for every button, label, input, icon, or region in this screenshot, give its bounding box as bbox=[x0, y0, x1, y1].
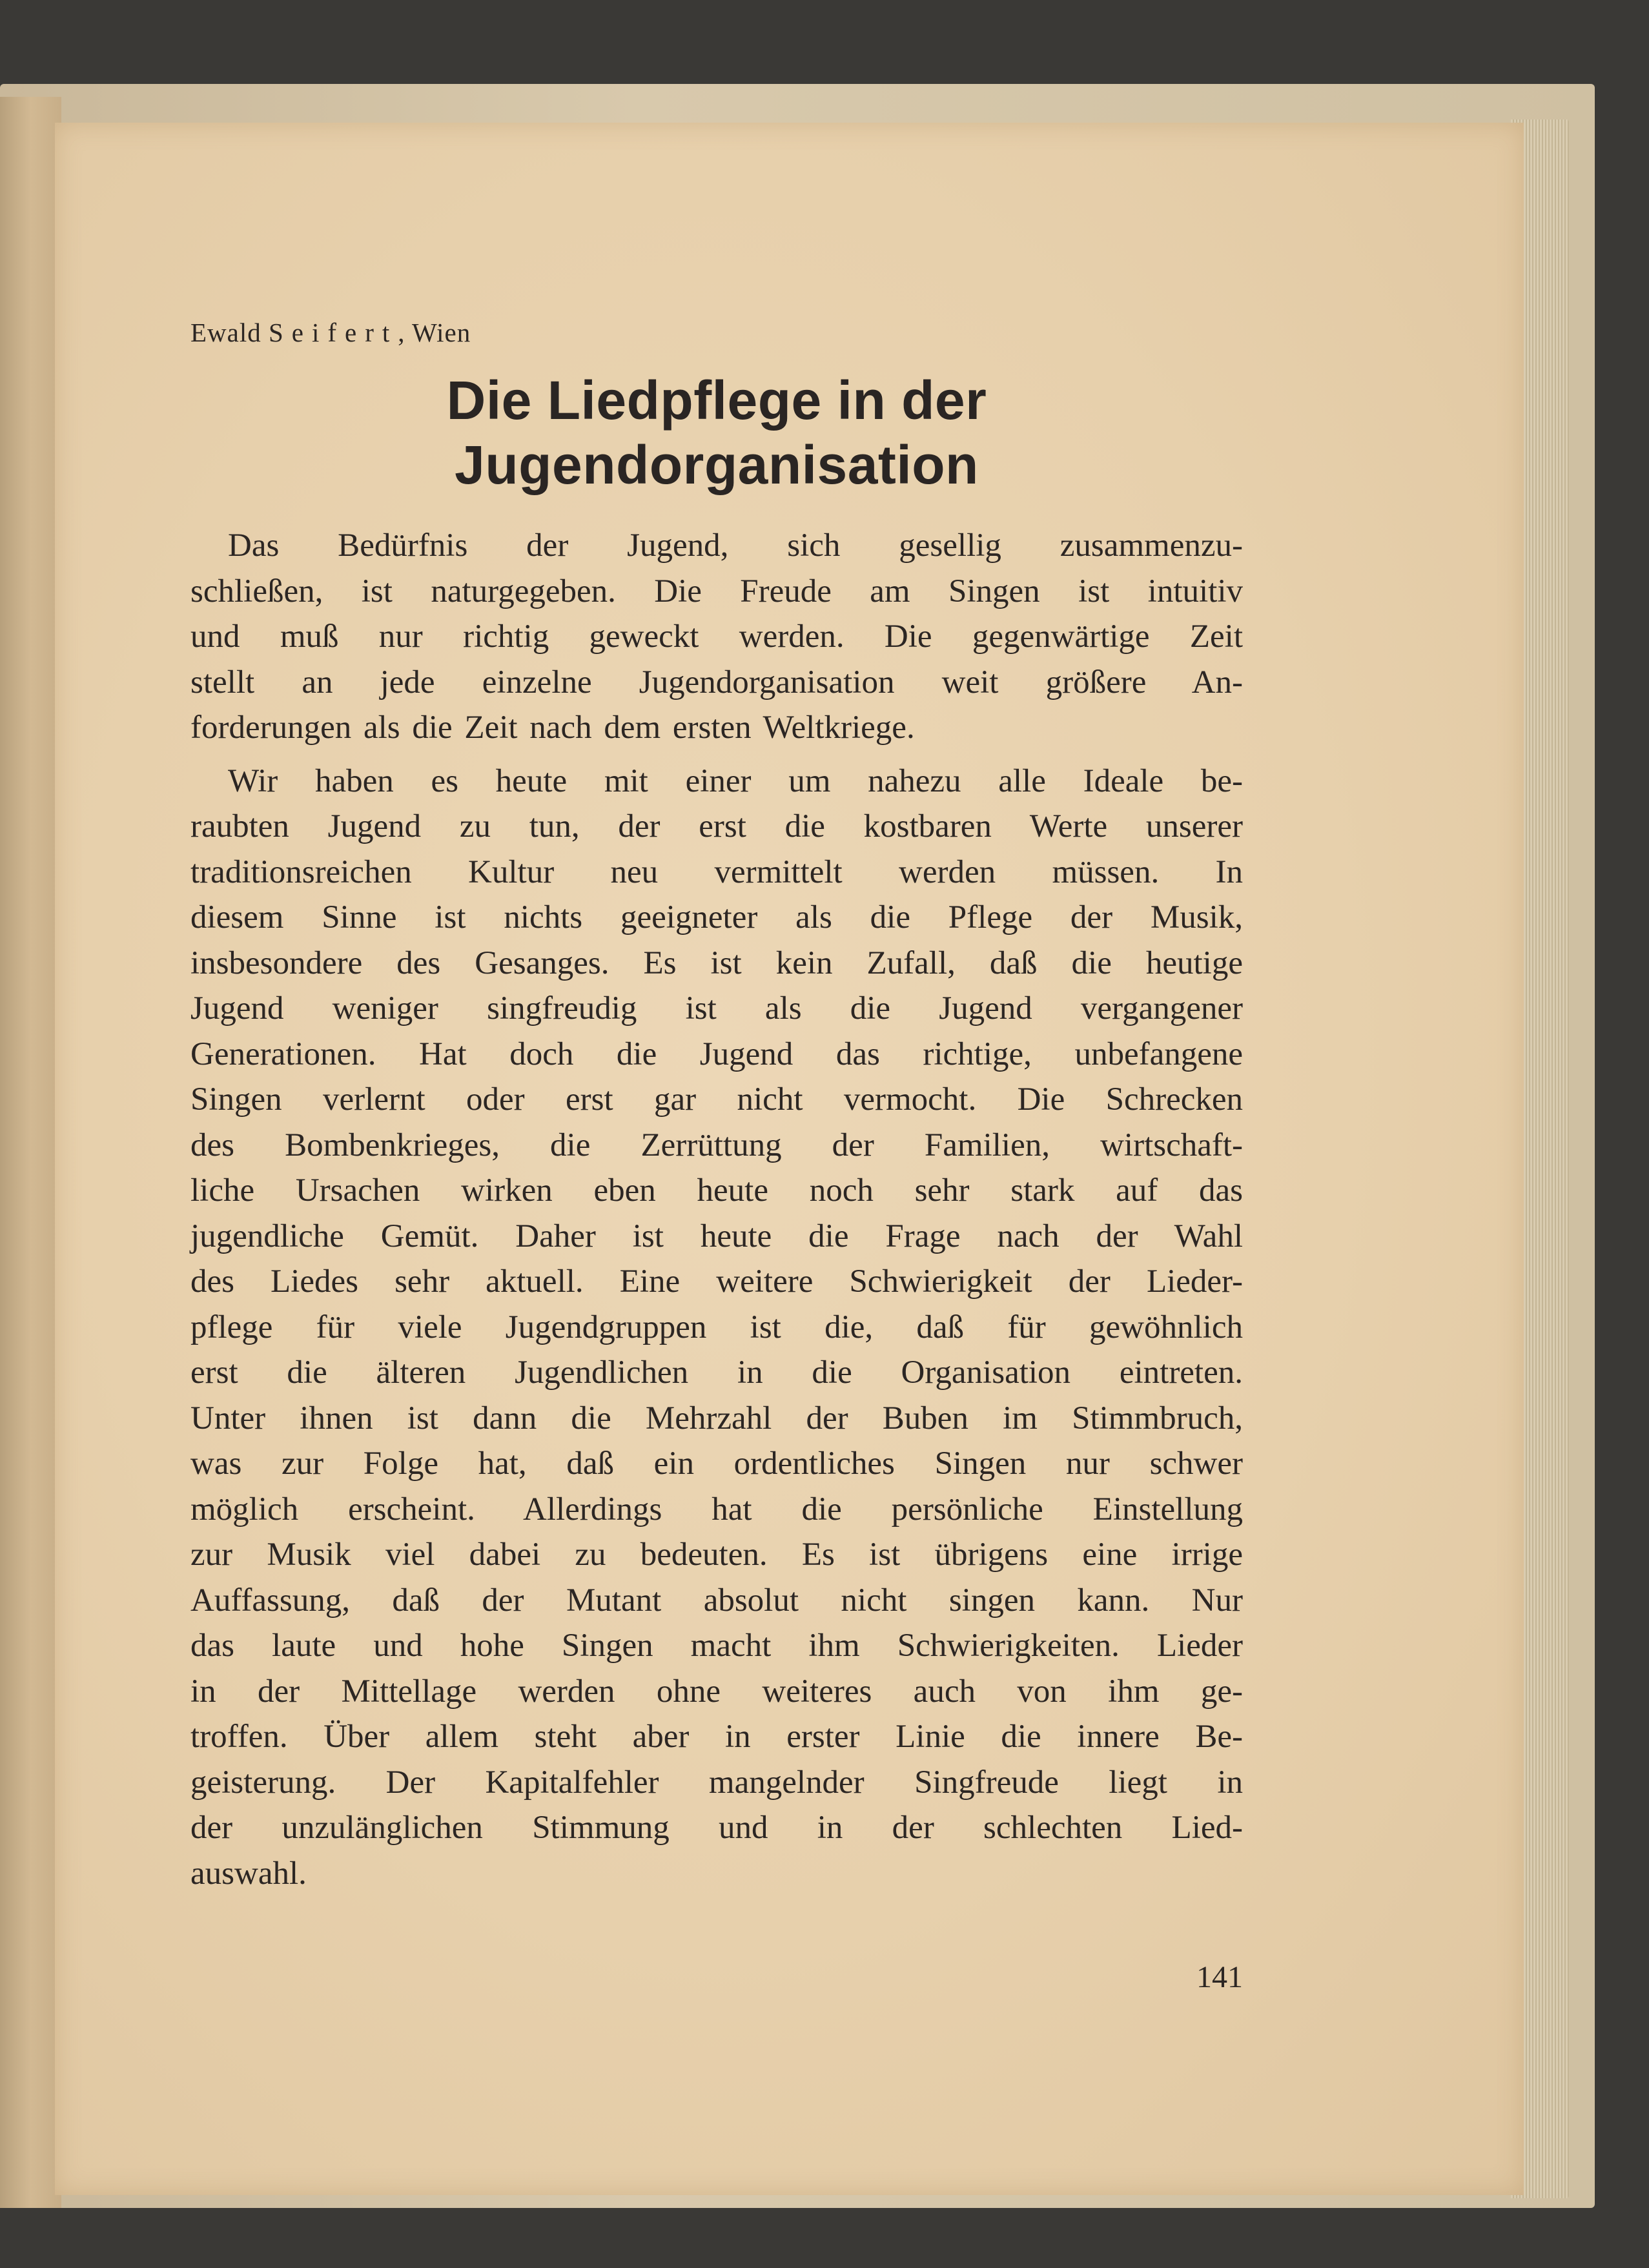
text-line: erst die älteren Jugendlichen in die Organisation eintreten. bbox=[190, 1354, 1243, 1391]
text-line: des Liedes sehr aktuell. Eine weitere Schwierigkeit der Lieder- bbox=[190, 1263, 1243, 1300]
text-line: insbesondere des Gesanges. Es ist kein Zufall, daß die heutige bbox=[190, 945, 1243, 981]
text-line: liche Ursachen wirken eben heute noch sehr stark auf das bbox=[190, 1172, 1243, 1209]
text-line: troffen. Über allem steht aber in erster Linie die innere Be- bbox=[190, 1719, 1243, 1755]
text-line: Wir haben es heute mit einer um nahezu alle Ideale be- bbox=[228, 762, 1243, 799]
text-line: der unzulänglichen Stimmung und in der schlechten Lied- bbox=[190, 1810, 1243, 1846]
text-line: Generationen. Hat doch die Jugend das richtige, unbefangene bbox=[190, 1036, 1243, 1072]
author-location: , Wien bbox=[398, 318, 471, 347]
text-line: jugendliche Gemüt. Daher ist heute die Frage nach der Wahl bbox=[190, 1218, 1243, 1254]
author-line bbox=[190, 316, 1243, 349]
text-line: Singen verlernt oder erst gar nicht vermocht. Die Schrecken bbox=[190, 1081, 1243, 1118]
text-line: das laute und hohe Singen macht ihm Schwierigkeiten. Lieder bbox=[190, 1628, 1243, 1664]
paragraph-1 bbox=[190, 523, 1243, 751]
text-line: geisterung. Der Kapitalfehler mangelnder Singfreude liegt in bbox=[190, 1764, 1243, 1801]
text-line: Jugend weniger singfreudig ist als die Jugend vergangener bbox=[190, 990, 1243, 1027]
text-line: Auffassung, daß der Mutant absolut nicht singen kann. Nur bbox=[190, 1582, 1243, 1619]
text-line: pflege für viele Jugendgruppen ist die, daß für gewöhnlich bbox=[190, 1309, 1243, 1345]
page-number: 141 bbox=[1196, 1960, 1243, 1994]
book-page bbox=[55, 123, 1524, 2195]
text-line: des Bombenkrieges, die Zerrüttung der Familien, wirtschaft- bbox=[190, 1127, 1243, 1163]
text-line: in der Mittellage werden ohne weiteres auch von ihm ge- bbox=[190, 1673, 1243, 1710]
text-line: raubten Jugend zu tun, der erst die kostbaren Werte unserer bbox=[190, 808, 1243, 844]
text-line: was zur Folge hat, daß ein ordentliches Singen nur schwer bbox=[190, 1446, 1243, 1482]
author-first-name: Ewald bbox=[190, 318, 261, 347]
book-spine-edge bbox=[0, 97, 61, 2208]
article bbox=[190, 316, 1243, 1904]
text-line: forderungen als die Zeit nach dem ersten Weltkriege. bbox=[190, 710, 915, 746]
paragraph-2 bbox=[190, 759, 1243, 1897]
text-line: Das Bedürfnis der Jugend, sich gesellig zusammenzu- bbox=[228, 527, 1243, 564]
text-line: traditionsreichen Kultur neu vermittelt werden müssen. In bbox=[190, 853, 1243, 890]
title-line-2: Jugendorganisation bbox=[455, 434, 979, 495]
author-last-name: Seifert bbox=[269, 318, 398, 347]
title-line-1: Die Liedpflege in der bbox=[446, 370, 987, 431]
text-line: diesem Sinne ist nichts geeigneter als die Pflege der Musik, bbox=[190, 899, 1243, 935]
text-line: stellt an jede einzelne Jugendorganisation weit größere An- bbox=[190, 664, 1243, 700]
text-line: zur Musik viel dabei zu bedeuten. Es ist übrigens eine irrige bbox=[190, 1537, 1243, 1573]
text-line: und muß nur richtig geweckt werden. Die gegenwärtige Zeit bbox=[190, 618, 1243, 655]
text-line: möglich erscheint. Allerdings hat die persönliche Einstellung bbox=[190, 1491, 1243, 1527]
text-line: auswahl. bbox=[190, 1855, 307, 1892]
text-line: schließen, ist naturgegeben. Die Freude am Singen ist intuitiv bbox=[190, 573, 1243, 609]
text-line: Unter ihnen ist dann die Mehrzahl der Buben im Stimmbruch, bbox=[190, 1400, 1243, 1436]
article-title bbox=[190, 368, 1243, 497]
